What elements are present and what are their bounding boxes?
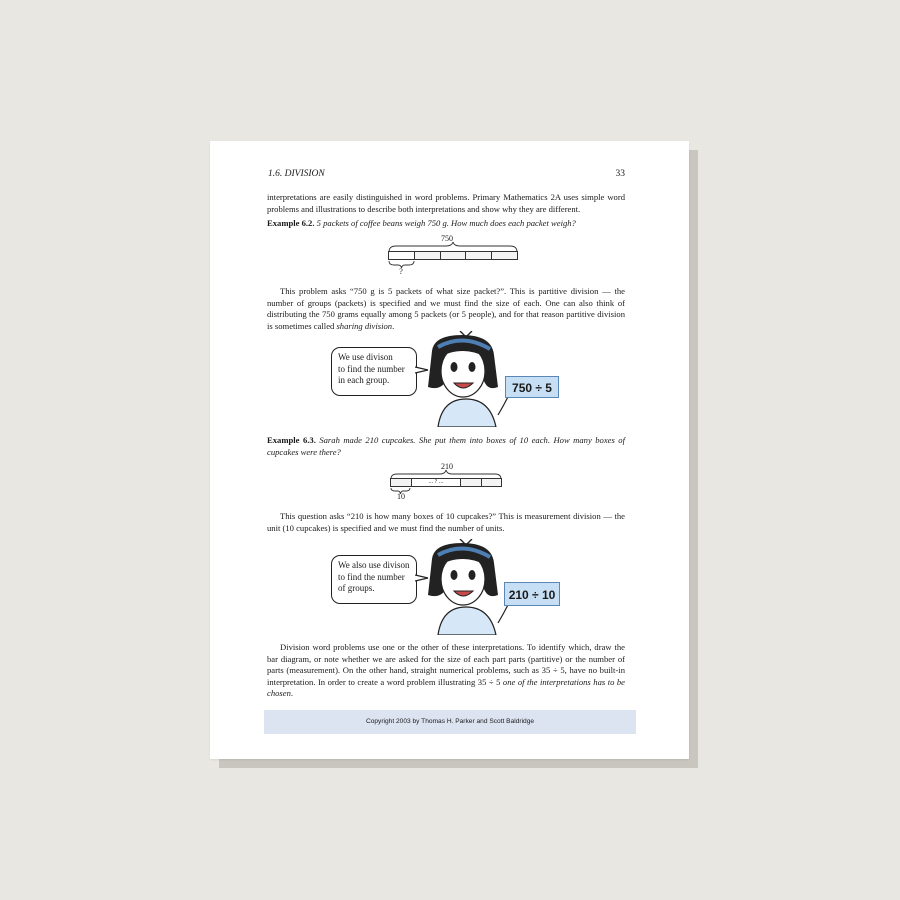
bubble-line: We use divison <box>338 352 393 362</box>
example-6-2 <box>267 218 625 230</box>
final-text: Division word problems use one or the other of these interpretations. To identify which, draw the bar diagram, or note whether we are asked for the size of each part parts (partitive) or the number of parts (measurement). On the other hand, straight numerical problems, such as 35 ÷ 5, have no built-in interpretation. In order to create a word problem illustrating 35 ÷ 5 <box>267 642 625 687</box>
expression-card-2: 210 ÷ 10 <box>504 582 560 606</box>
bar-part-label: ? <box>399 267 403 276</box>
copyright-footer: Copyright 2003 by Thomas H. Parker and Scott Baldridge <box>264 710 636 734</box>
final-paragraph <box>267 642 625 700</box>
girl-illustration-1 <box>418 331 514 427</box>
bar-total-label: 750 <box>441 234 453 243</box>
bar-segment <box>389 252 415 259</box>
page-number: 33 <box>615 169 625 179</box>
bar-total-label: 210 <box>441 462 453 471</box>
partitive-text: This problem asks “750 g is 5 packets of what size packet?”. This is partitive division — the number of groups (packets) is specified and we must find the size of each. One can also think of distributing the 750 grams equally among 5 packets (or 5 people), and for that reason partitive division is sometimes called <box>267 286 625 331</box>
bar-segment <box>492 252 517 259</box>
bar-segment <box>482 479 502 486</box>
example-label: Example 6.2. <box>267 218 315 228</box>
bar-diagram-packets <box>388 251 518 260</box>
girl-illustration-2 <box>418 539 514 635</box>
bubble-line: in each group. <box>338 375 390 385</box>
example-label: Example 6.3. <box>267 435 316 445</box>
example-text: 5 packets of coffee beans weigh 750 g. How much does each packet weigh? <box>316 218 576 228</box>
intro-paragraph: interpretations are easily distinguished in word problems. Primary Mathematics 2A uses simple word problems and illustrations to describe both interpretations and show why they are different. <box>267 192 625 214</box>
final-period: . <box>290 688 294 699</box>
bubble-line: to find the number <box>338 571 405 582</box>
bar-segment <box>461 479 482 486</box>
partitive-paragraph <box>267 286 625 332</box>
bar-segment <box>415 252 441 259</box>
partitive-emphasis: sharing division <box>336 320 393 331</box>
running-head <box>268 169 625 179</box>
bubble-line: of groups. <box>338 583 375 593</box>
example-text: Sarah made 210 cupcakes. She put them into boxes of 10 each. How many boxes of cupcakes were there? <box>267 435 625 457</box>
bar-segment <box>391 479 412 486</box>
measurement-paragraph: This question asks “210 is how many boxes of 10 cupcakes?” This is measurement division — the unit (10 cupcakes) is specified and we must find the number of units. <box>267 511 625 533</box>
bubble-line: We also use divison <box>338 560 410 570</box>
speech-bubble-1 <box>331 347 417 396</box>
bubble-line: to find the number <box>338 363 405 374</box>
document-page <box>210 141 689 759</box>
expression-card-1: 750 ÷ 5 <box>505 376 559 398</box>
section-title: 1.6. DIVISION <box>268 169 325 179</box>
partitive-period: . <box>392 320 395 331</box>
final-emphasis: one of the interpretations has to be chosen <box>267 676 626 699</box>
bar-middle-segment: ... ? ... <box>412 479 461 486</box>
bar-diagram-boxes <box>390 478 502 487</box>
example-6-3 <box>267 435 625 458</box>
bar-segment <box>466 252 492 259</box>
speech-bubble-2 <box>331 555 417 604</box>
bar-segment <box>441 252 467 259</box>
bar-part-label: 10 <box>397 492 405 501</box>
